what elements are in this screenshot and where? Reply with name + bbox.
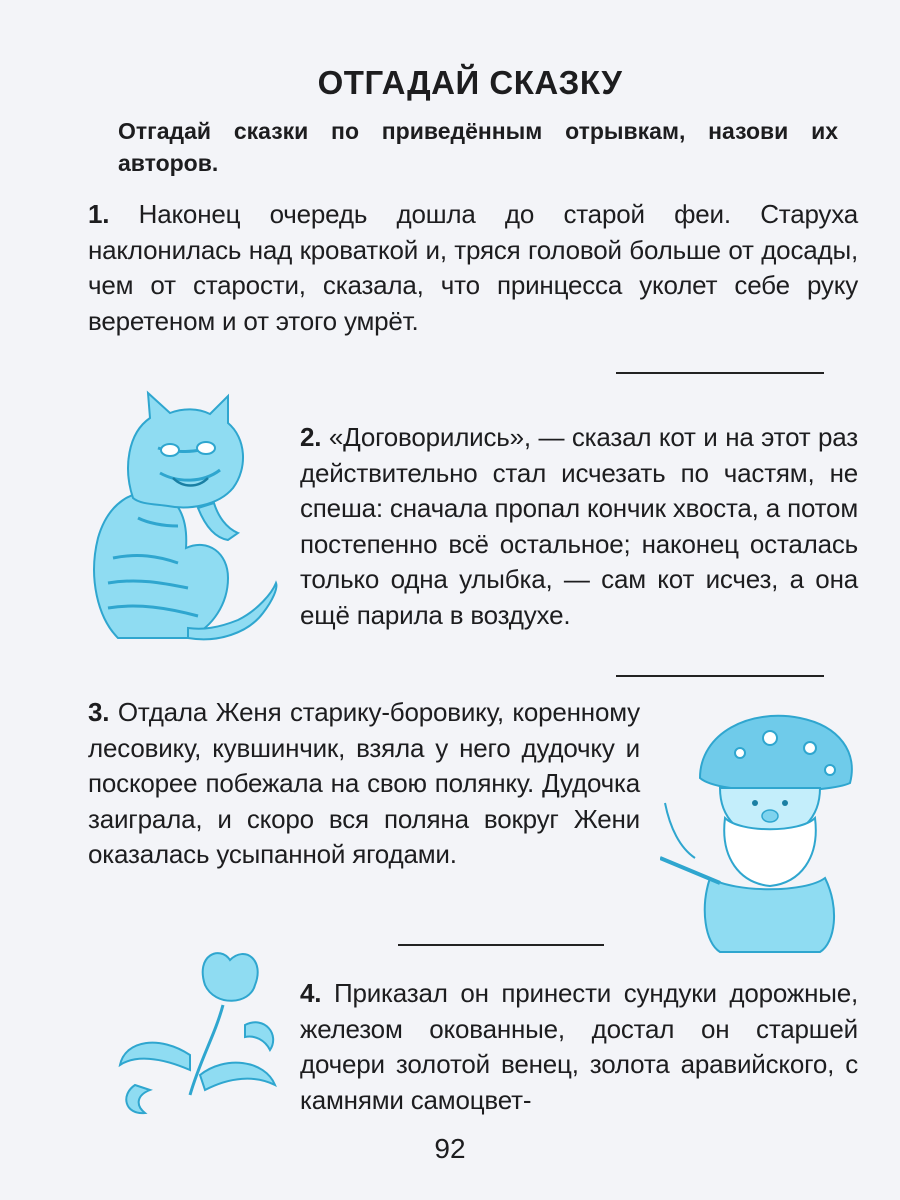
- excerpt-1: [88, 197, 858, 339]
- excerpt-number: 4.: [300, 978, 322, 1008]
- excerpt-text: Отдала Женя старику-боровику, коренному лесовику, кувшинчик, взяла у него дудочку и поскорее побежала на свою полянку. Дудочка заиграла, и скоро вся поляна вокруг Жени оказалась усыпанной ягодами.: [88, 697, 640, 869]
- excerpt-number: 1.: [88, 199, 110, 229]
- excerpt-number: 2.: [300, 422, 322, 452]
- excerpt-text: «Договорились», — сказал кот и на этот раз действительно стал исчезать по частям, не спеша: сначала пропал кончик хвоста, а потом постепенно всё остальное; наконец осталась только одна улыбка, — сам кот исчез, а она ещё парила в воздухе.: [300, 422, 858, 630]
- excerpt-text: Наконец очередь дошла до старой феи. Старуха наклонилась над кроваткой и, тряся головой больше от досады, чем от старости, сказала, что принцесса уколет себе руку веретеном и от этого умрёт.: [88, 199, 858, 336]
- excerpt-4: [300, 976, 858, 1118]
- excerpt-3: [88, 695, 640, 873]
- answer-line-3: [398, 944, 604, 946]
- flower-illustration: [105, 945, 290, 1125]
- page-number: 92: [434, 1133, 466, 1164]
- excerpt-number: 3.: [88, 697, 110, 727]
- excerpt-2: [300, 420, 858, 633]
- cat-illustration: [78, 388, 286, 658]
- excerpt-text: Приказал он принести сундуки дорожные, железом окованные, достал он старшей дочери золотой венец, золота аравийского, с камнями самоцвет-: [300, 978, 858, 1115]
- task-instruction: Отгадай сказки по приведённым отрывкам, назови их авторов.: [118, 118, 838, 176]
- gnome-illustration: [660, 708, 860, 954]
- page-title: ОТГАДАЙ СКАЗКУ: [317, 64, 623, 101]
- answer-line-2: [616, 675, 824, 677]
- answer-line-1: [616, 372, 824, 374]
